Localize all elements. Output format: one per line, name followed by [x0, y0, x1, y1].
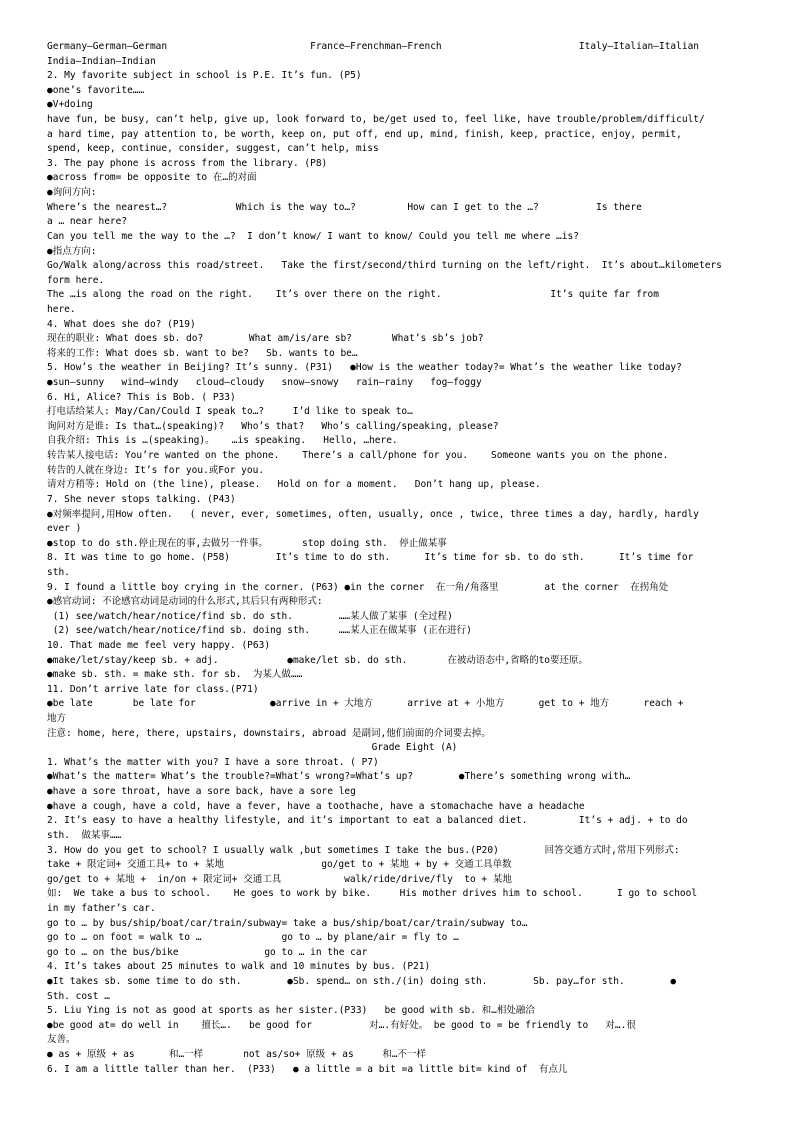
- text-line: 4. What does she do? (P19): [47, 318, 196, 330]
- text-line: ●指点方向:: [47, 245, 97, 257]
- text-line: 3. The pay phone is across from the library. (P8): [47, 157, 328, 169]
- text-line: 打电话给某人: May/Can/Could I speak to…? I’d like to speak to…: [47, 406, 413, 418]
- text-line: ●across from= be opposite to 在…的对面: [47, 172, 257, 184]
- text-line: 如: We take a bus to school. He goes to work by bike. His mother drives him to school. I go to school: [47, 888, 698, 900]
- text-line: 5. Liu Ying is not as good at sports as her sister.(P33) be good with sb. 和…相处融洽: [47, 1005, 535, 1017]
- text-line: 2. My favorite subject in school is P.E. It’s fun. (P5): [47, 70, 362, 82]
- text-line: 地方: [47, 713, 67, 725]
- text-line: ●be late be late for ●arrive in + 大地方 arrive at + 小地方 get to + 地方 reach +: [47, 698, 684, 710]
- text-line: The …is along the road on the right. It’s over there on the right. It’s quite far from: [47, 289, 659, 301]
- text-line: 2. It’s easy to have a healthy lifestyle, and it’s important to eat a balanced diet. It’s + adj. + to do: [47, 815, 688, 827]
- text-line: 3. How do you get to school? I usually walk ,but sometimes I take the bus.(P20) 回答交通方式时,常用下列形式:: [47, 844, 680, 856]
- text-line: ●It takes sb. some time to do sth. ●Sb. spend… on sth./(in) doing sth. Sb. pay…for sth. ●: [47, 976, 677, 987]
- text-line: ● as + 原级 + as 和…一样 not as/so+ 原级 + as 和…不一样: [47, 1049, 427, 1061]
- text-line: sth. 做某事……: [47, 829, 122, 841]
- text-line: (2) see/watch/hear/notice/find sb. doing sth. ……某人正在做某事 (正在进行): [47, 625, 472, 637]
- text-line: Go/Walk along/across this road/street. Take the first/second/third turning on the left/right. It’s about…kilometers: [47, 260, 722, 272]
- text-line: spend, keep, continue, consider, suggest, can’t help, miss: [47, 143, 379, 155]
- text-line: India—Indian—Indian: [47, 55, 156, 67]
- text-line: Sth. cost …: [47, 990, 110, 1002]
- text-line: (1) see/watch/hear/notice/find sb. do sth. ……某人做了某事 (全过程): [47, 610, 453, 622]
- text-line: ●be good at= do well in 擅长…. be good for 对….有好处。 be good to = be friendly to 对….很: [47, 1019, 636, 1031]
- text-line: ●What’s the matter= What’s the trouble?=What’s wrong?=What’s up? ●There’s something wrong with…: [47, 771, 631, 783]
- document-page: [47, 40, 782, 1077]
- text-line: 转告某人接电话: You’re wanted on the phone. There’s a call/phone for you. Someone wants you on the phone.: [47, 450, 669, 462]
- text-line: 10. That made me feel very happy. (P63): [47, 639, 271, 651]
- text-line: 7. She never stops talking. (P43): [47, 493, 236, 505]
- text-line: 6. I am a little taller than her. (P33) ● a little = a bit =a little bit= kind of 有点儿: [47, 1063, 568, 1075]
- text-line: here.: [47, 303, 76, 315]
- text-line: 11. Don’t arrive late for class.(P71): [47, 683, 259, 695]
- text-line: 询问对方是谁: Is that…(speaking)? Who’s that? Who’s calling/speaking, please?: [47, 420, 499, 432]
- text-line: a hard time, pay attention to, be worth, keep on, put off, end up, mind, finish, keep, practice, enjoy, permit,: [47, 128, 682, 140]
- section-heading: Grade Eight (A): [371, 742, 458, 754]
- text-line: take + 限定词+ 交通工具+ to + 某地 go/get to + 某地 + by + 交通工具单数: [47, 859, 512, 871]
- text-line: 现在的职业: What does sb. do? What am/is/are sb? What’s sb’s job?: [47, 333, 484, 345]
- text-line: 转告的人就在身边: It’s for you.或For you.: [47, 464, 265, 476]
- text-line: 5. How’s the weather in Beijing? It’s sunny. (P31) ●How is the weather today?= What’s the weather like today?: [47, 362, 682, 374]
- text-line: 自我介绍: This is …(speaking)。 …is speaking. Hello, …here.: [47, 435, 398, 447]
- text-line: ●make sb. sth. = make sth. for sb. 为某人做……: [47, 669, 303, 681]
- text-line: form here.: [47, 274, 105, 286]
- text-line: 友善。: [47, 1034, 76, 1046]
- text-line: go to … on foot = walk to … go to … by plane/air = fly to …: [47, 932, 459, 944]
- text-line: 8. It was time to go home. (P58) It’s time to do sth. It’s time for sb. to do sth. It’s time for: [47, 552, 694, 564]
- text-line: ●stop to do sth.停止现在的事,去做另一件事。 stop doing sth. 停止做某事: [47, 537, 447, 549]
- text-line: Can you tell me the way to the …? I don’t know/ I want to know/ Could you tell me where …is?: [47, 230, 579, 242]
- text-line: a … near here?: [47, 216, 128, 228]
- text-line: ●have a cough, have a cold, have a fever, have a toothache, have a stomachache have a headache: [47, 800, 585, 812]
- text-line: 将来的工作: What does sb. want to be? Sb. wants to be…: [47, 347, 358, 359]
- text-line: 请对方稍等: Hold on (the line), please. Hold on for a moment. Don’t hang up, please.: [47, 479, 541, 491]
- text-line: ●sun—sunny wind—windy cloud—cloudy snow—snowy rain—rainy fog—foggy: [47, 377, 482, 389]
- text-line: 9. I found a little boy crying in the corner. (P63) ●in the corner 在一角/角落里 at the corner 在拐角处: [47, 581, 669, 593]
- text-line: ●one’s favorite……: [47, 84, 145, 96]
- text-line: Where’s the nearest…? Which is the way to…? How can I get to the …? Is there: [47, 201, 642, 213]
- text-line: in my father’s car.: [47, 902, 156, 914]
- text-line: Germany—German—German France—Frenchman—French Italy—Italian—Italian: [47, 41, 700, 52]
- text-line: ever ): [47, 523, 82, 535]
- text-line: ●对频率提问,用How often. ( never, ever, sometimes, often, usually, once , twice, three times a day, hardly, hardly: [47, 508, 699, 520]
- text-line: ●V+doing: [47, 99, 93, 111]
- text-line: 1. What’s the matter with you? I have a sore throat. ( P7): [47, 756, 379, 768]
- text-line: go to … by bus/ship/boat/car/train/subway= take a bus/ship/boat/car/train/subway to…: [47, 917, 528, 929]
- text-line: ●感官动词: 不论感官动词是动词的什么形式,其后只有两种形式:: [47, 596, 323, 608]
- text-line: go to … on the bus/bike go to … in the car: [47, 946, 368, 958]
- text-line: sth.: [47, 566, 70, 578]
- text-line: go/get to + 某地 + in/on + 限定词+ 交通工具 walk/ride/drive/fly to + 某地: [47, 873, 512, 885]
- text-line: ●make/let/stay/keep sb. + adj. ●make/let sb. do sth. 在被动语态中,省略的to要还原。: [47, 654, 589, 666]
- text-line: 4. It’s takes about 25 minutes to walk and 10 minutes by bus. (P21): [47, 961, 431, 973]
- text-line: 注意: home, here, there, upstairs, downstairs, abroad 是副词,他们前面的介词要去掉。: [47, 727, 491, 739]
- text-line: ●询问方向:: [47, 187, 97, 199]
- text-line: have fun, be busy, can’t help, give up, look forward to, be/get used to, feel like, have trouble/problem/difficult/: [47, 114, 705, 126]
- text-line: ●have a sore throat, have a sore back, have a sore leg: [47, 786, 356, 798]
- text-line: 6. Hi, Alice? This is Bob. ( P33): [47, 391, 236, 403]
